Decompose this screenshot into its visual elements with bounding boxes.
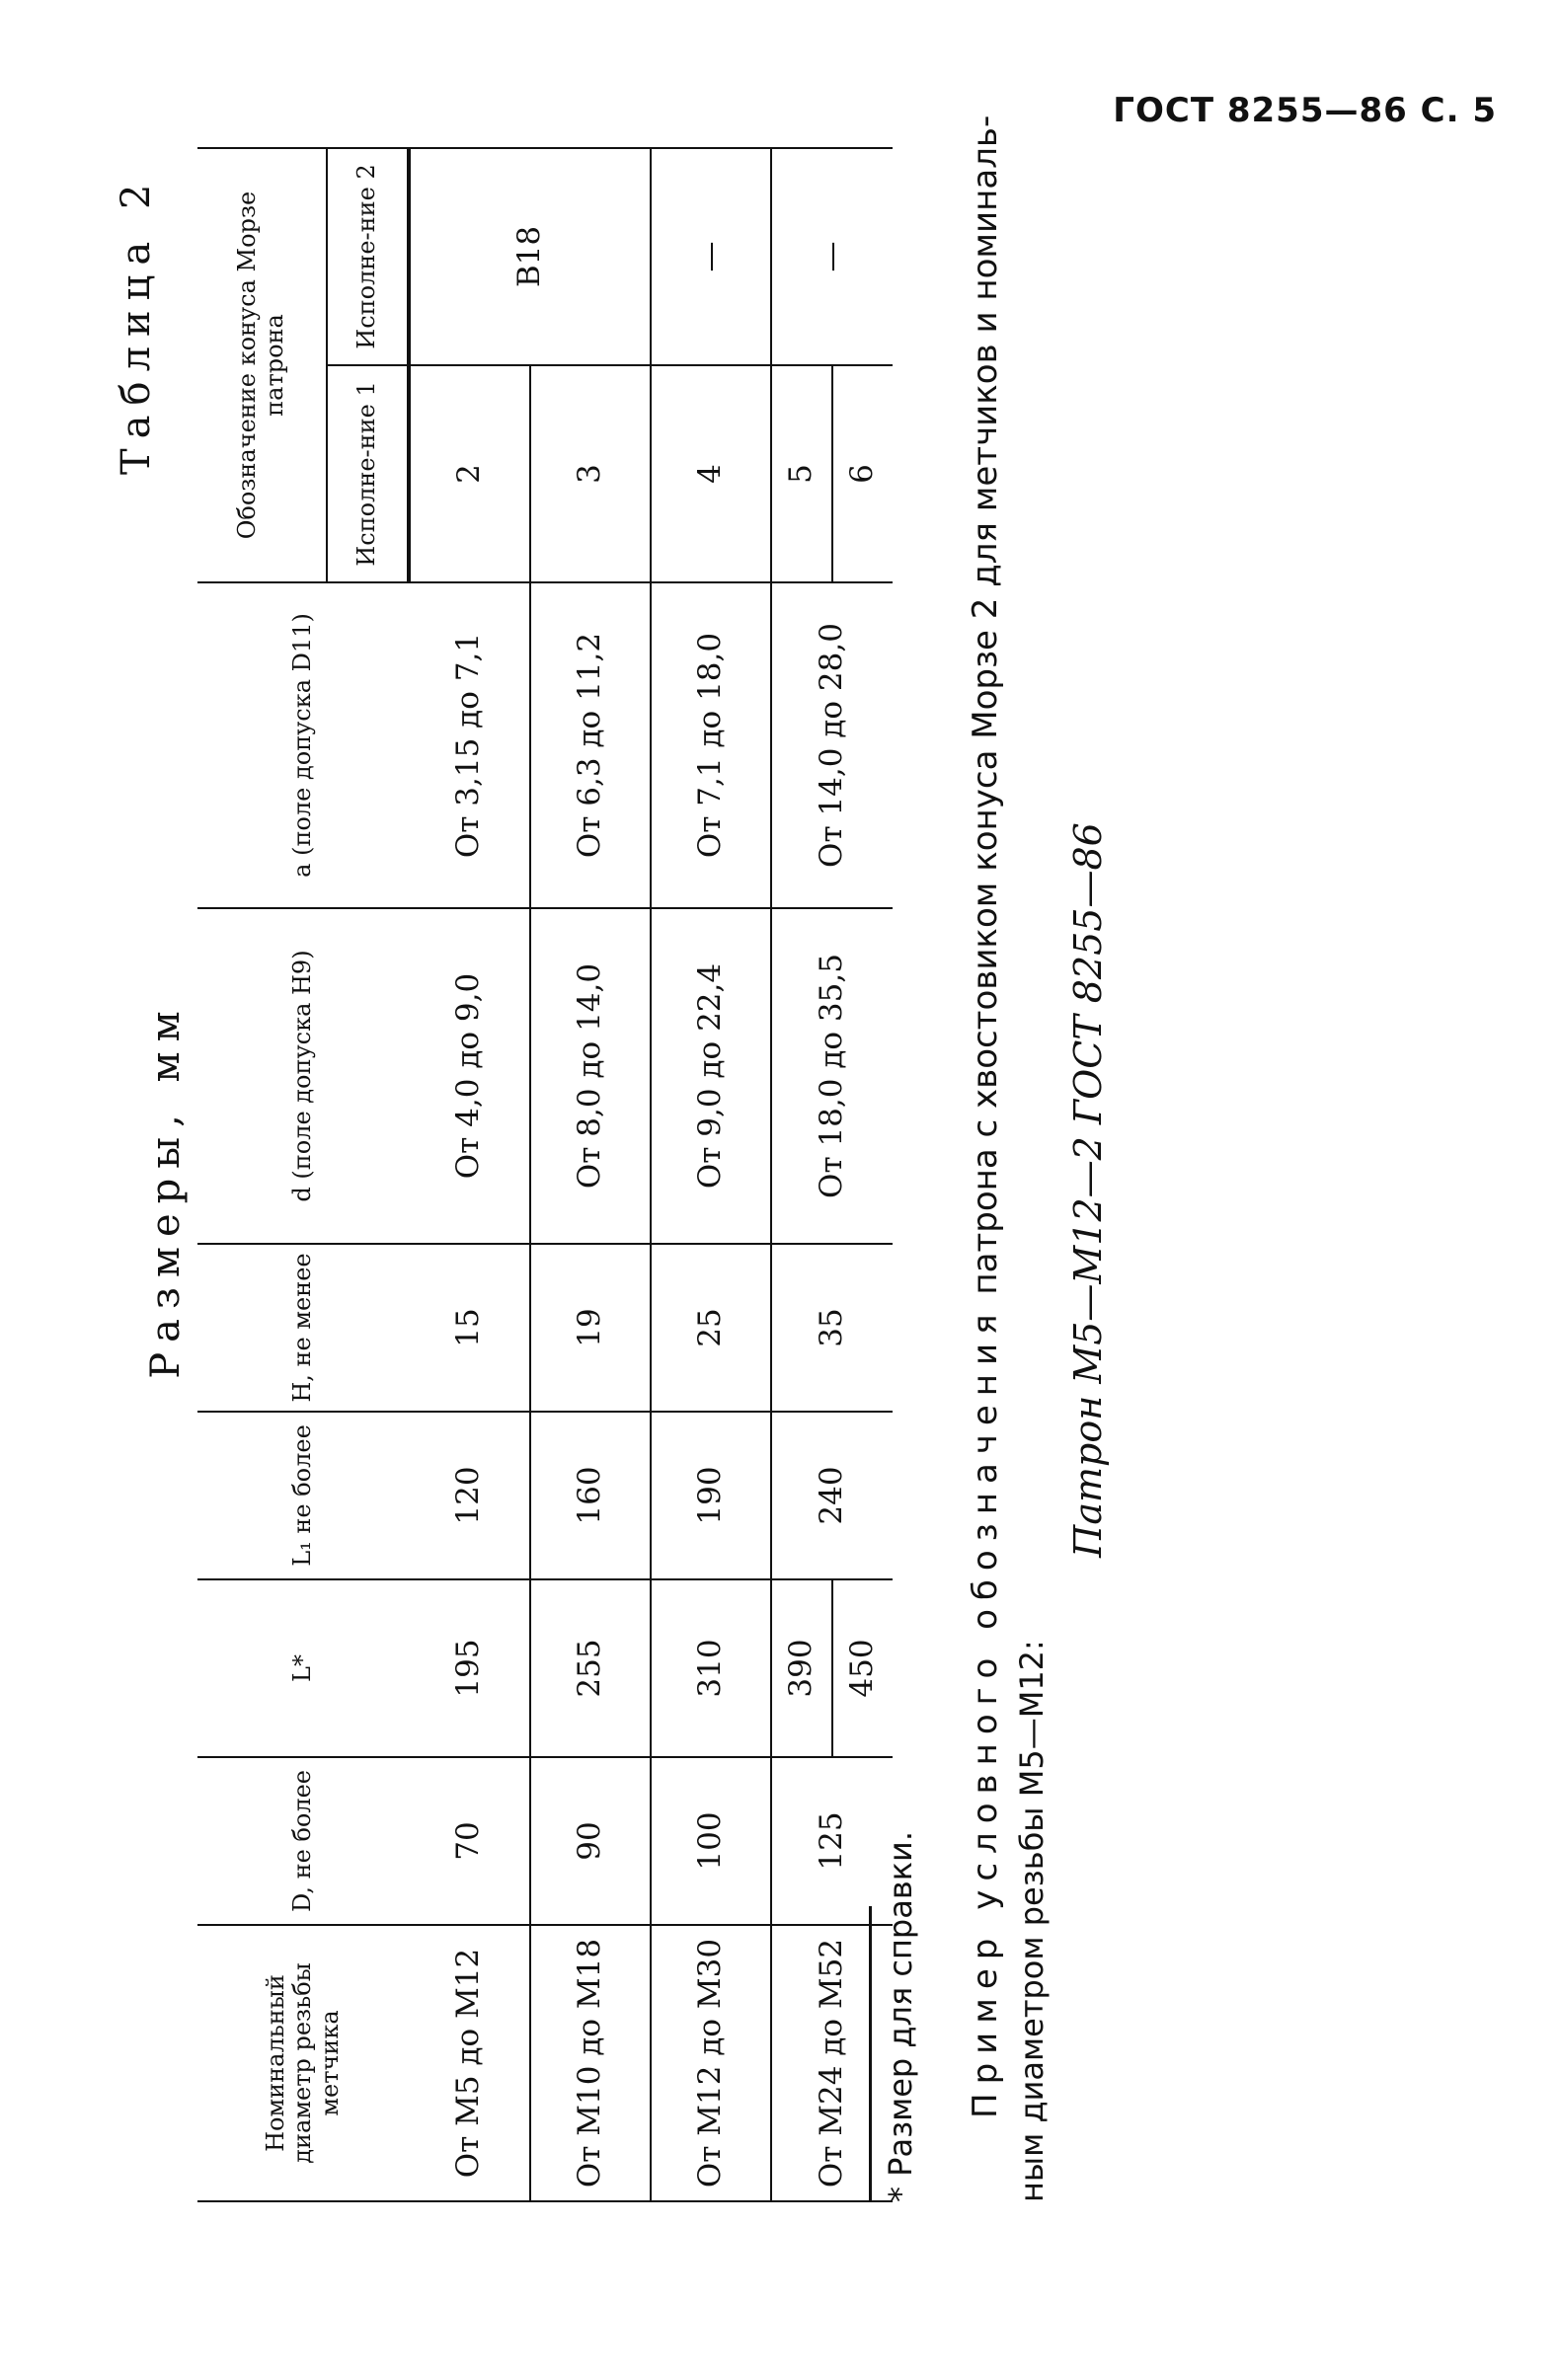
col-header-d: d (поле допуска H9)	[197, 908, 409, 1244]
cell-a-3: От 7,1 до 18,0	[651, 582, 771, 908]
cell-a-4: От 14,0 до 28,0	[771, 582, 893, 908]
example-lead: Пример условного обозначения	[966, 1305, 1005, 2118]
cell-v2-b18: B18	[409, 148, 651, 365]
col-header-morse-v2: Исполне-ние 2	[327, 148, 409, 365]
cell-L1-3: 190	[651, 1412, 771, 1579]
cell-H-4: 35	[771, 1244, 893, 1412]
cell-v1-1: 2	[409, 365, 530, 582]
cell-nominal-2: От М10 до М18	[530, 1925, 651, 2201]
cell-v2-dash-2: —	[771, 148, 893, 365]
cell-H-3: 25	[651, 1244, 771, 1412]
col-header-morse-v1: Исполне-ние 1	[327, 365, 409, 582]
cell-v2-dash-1: —	[651, 148, 771, 365]
cell-D-3: 100	[651, 1757, 771, 1925]
col-header-nominal: Номинальный диаметр резьбы метчика	[197, 1925, 409, 2201]
table-label: Таблица 2	[114, 174, 159, 475]
footnote-rule	[869, 1906, 872, 2202]
dimensions-table	[197, 147, 893, 2202]
col-header-L1: L₁ не более	[197, 1412, 409, 1579]
page-header: ГОСТ 8255—86 С. 5	[1113, 91, 1497, 130]
cell-D-1: 70	[409, 1757, 530, 1925]
footnote: * Размер для справки.	[882, 1831, 919, 2202]
example-rest: патрона с хвостовиком конуса Морзе 2 для метчиков и номиналь-	[966, 115, 1005, 1295]
cell-L-3: 310	[651, 1579, 771, 1757]
cell-v1-3: 4	[651, 365, 771, 582]
col-header-H: H, не менее	[197, 1244, 409, 1412]
cell-d-4: От 18,0 до 35,5	[771, 908, 893, 1244]
cell-nominal-1: От М5 до М12	[409, 1925, 530, 2201]
cell-a-1: От 3,15 до 7,1	[409, 582, 530, 908]
cell-H-1: 15	[409, 1244, 530, 1412]
example-line-2: ным диаметром резьбы М5—М12:	[1013, 1640, 1051, 2202]
col-header-L: L*	[197, 1579, 409, 1757]
cell-D-2: 90	[530, 1757, 651, 1925]
cell-L-4b: 450	[832, 1579, 893, 1757]
col-header-D: D, не более	[197, 1757, 409, 1925]
cell-v1-4b: 6	[832, 365, 893, 582]
cell-d-2: От 8,0 до 14,0	[530, 908, 651, 1244]
cell-nominal-3: От М12 до М30	[651, 1925, 771, 2201]
table-title: Размеры, мм	[143, 1001, 189, 1379]
example-designation: Патрон М5—М12—2 ГОСТ 8255—86	[1066, 822, 1110, 1558]
cell-H-2: 19	[530, 1244, 651, 1412]
col-header-morse: Обозначение конуса Морзе патрона	[197, 148, 327, 582]
cell-d-1: От 4,0 до 9,0	[409, 908, 530, 1244]
cell-nominal-4: От М24 до М52	[771, 1925, 893, 2201]
col-header-a: a (поле допуска D11)	[197, 582, 409, 908]
cell-L1-1: 120	[409, 1412, 530, 1579]
cell-L1-2: 160	[530, 1412, 651, 1579]
cell-L1-4: 240	[771, 1412, 893, 1579]
cell-d-3: От 9,0 до 22,4	[651, 908, 771, 1244]
example-line-1	[966, 115, 1005, 2118]
cell-L-2: 255	[530, 1579, 651, 1757]
cell-v1-4a: 5	[771, 365, 832, 582]
cell-v1-2: 3	[530, 365, 651, 582]
cell-D-4: 125	[771, 1757, 893, 1925]
cell-a-2: От 6,3 до 11,2	[530, 582, 651, 908]
cell-L-4a: 390	[771, 1579, 832, 1757]
cell-L-1: 195	[409, 1579, 530, 1757]
